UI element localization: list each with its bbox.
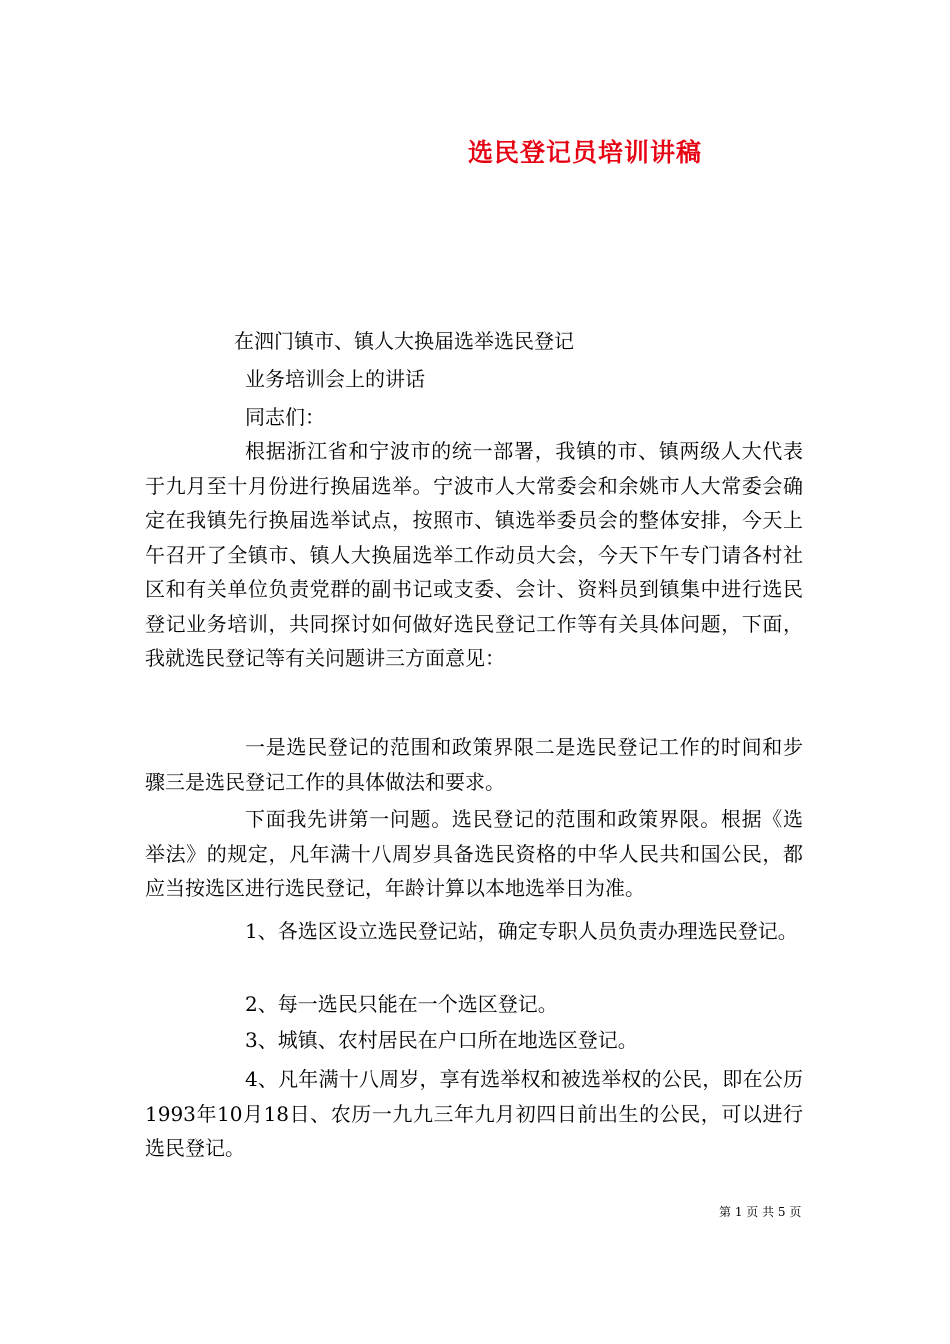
paragraph-item-2: 2、每一选民只能在一个选区登记。 bbox=[245, 992, 558, 1016]
heading-line-2: 业务培训会上的讲话 bbox=[245, 367, 425, 391]
document-title: 选民登记员培训讲稿 bbox=[467, 138, 702, 167]
heading-line-1: 在泗门镇市、镇人大换届选举选民登记 bbox=[234, 329, 574, 353]
paragraph-first-topic: 下面我先讲第一问题。选民登记的范围和政策界限。根据《选举法》的规定，凡年满十八周岁具备选民资格的中华人民共和国公民，都应当按选区进行选民登记，年龄计算以本地选举日为准。 bbox=[145, 807, 803, 900]
paragraph-outline: 一是选民登记的范围和政策界限二是选民登记工作的时间和步骤三是选民登记工作的具体做法和要求。 bbox=[145, 735, 803, 794]
salutation: 同志们： bbox=[245, 405, 325, 429]
paragraph-item-1: 1、各选区设立选民登记站，确定专职人员负责办理选民登记。 bbox=[245, 919, 798, 943]
paragraph-item-3: 3、城镇、农村居民在户口所在地选区登记。 bbox=[245, 1028, 638, 1052]
page-number: 第 1 页 共 5 页 bbox=[719, 1205, 802, 1219]
paragraph-item-4: 4、凡年满十八周岁，享有选举权和被选举权的公民，即在公历1993年10月18日、农历一九九三年九月初四日前出生的公民，可以进行选民登记。 bbox=[145, 1067, 803, 1160]
paragraph-intro: 根据浙江省和宁波市的统一部署，我镇的市、镇两级人大代表于九月至十月份进行换届选举。宁波市人大常委会和余姚市人大常委会确定在我镇先行换届选举试点，按照市、镇选举委员会的整体安排，今天上午召开了全镇市、镇人大换届选举工作动员大会，今天下午专门请各村社区和有关单位负责党群的副书记或支委、会计、资料员到镇集中进行选民登记业务培训，共同探讨如何做好选民登记工作等有关具体问题，下面，我就选民登记等有关问题讲三方面意见： bbox=[145, 439, 803, 670]
